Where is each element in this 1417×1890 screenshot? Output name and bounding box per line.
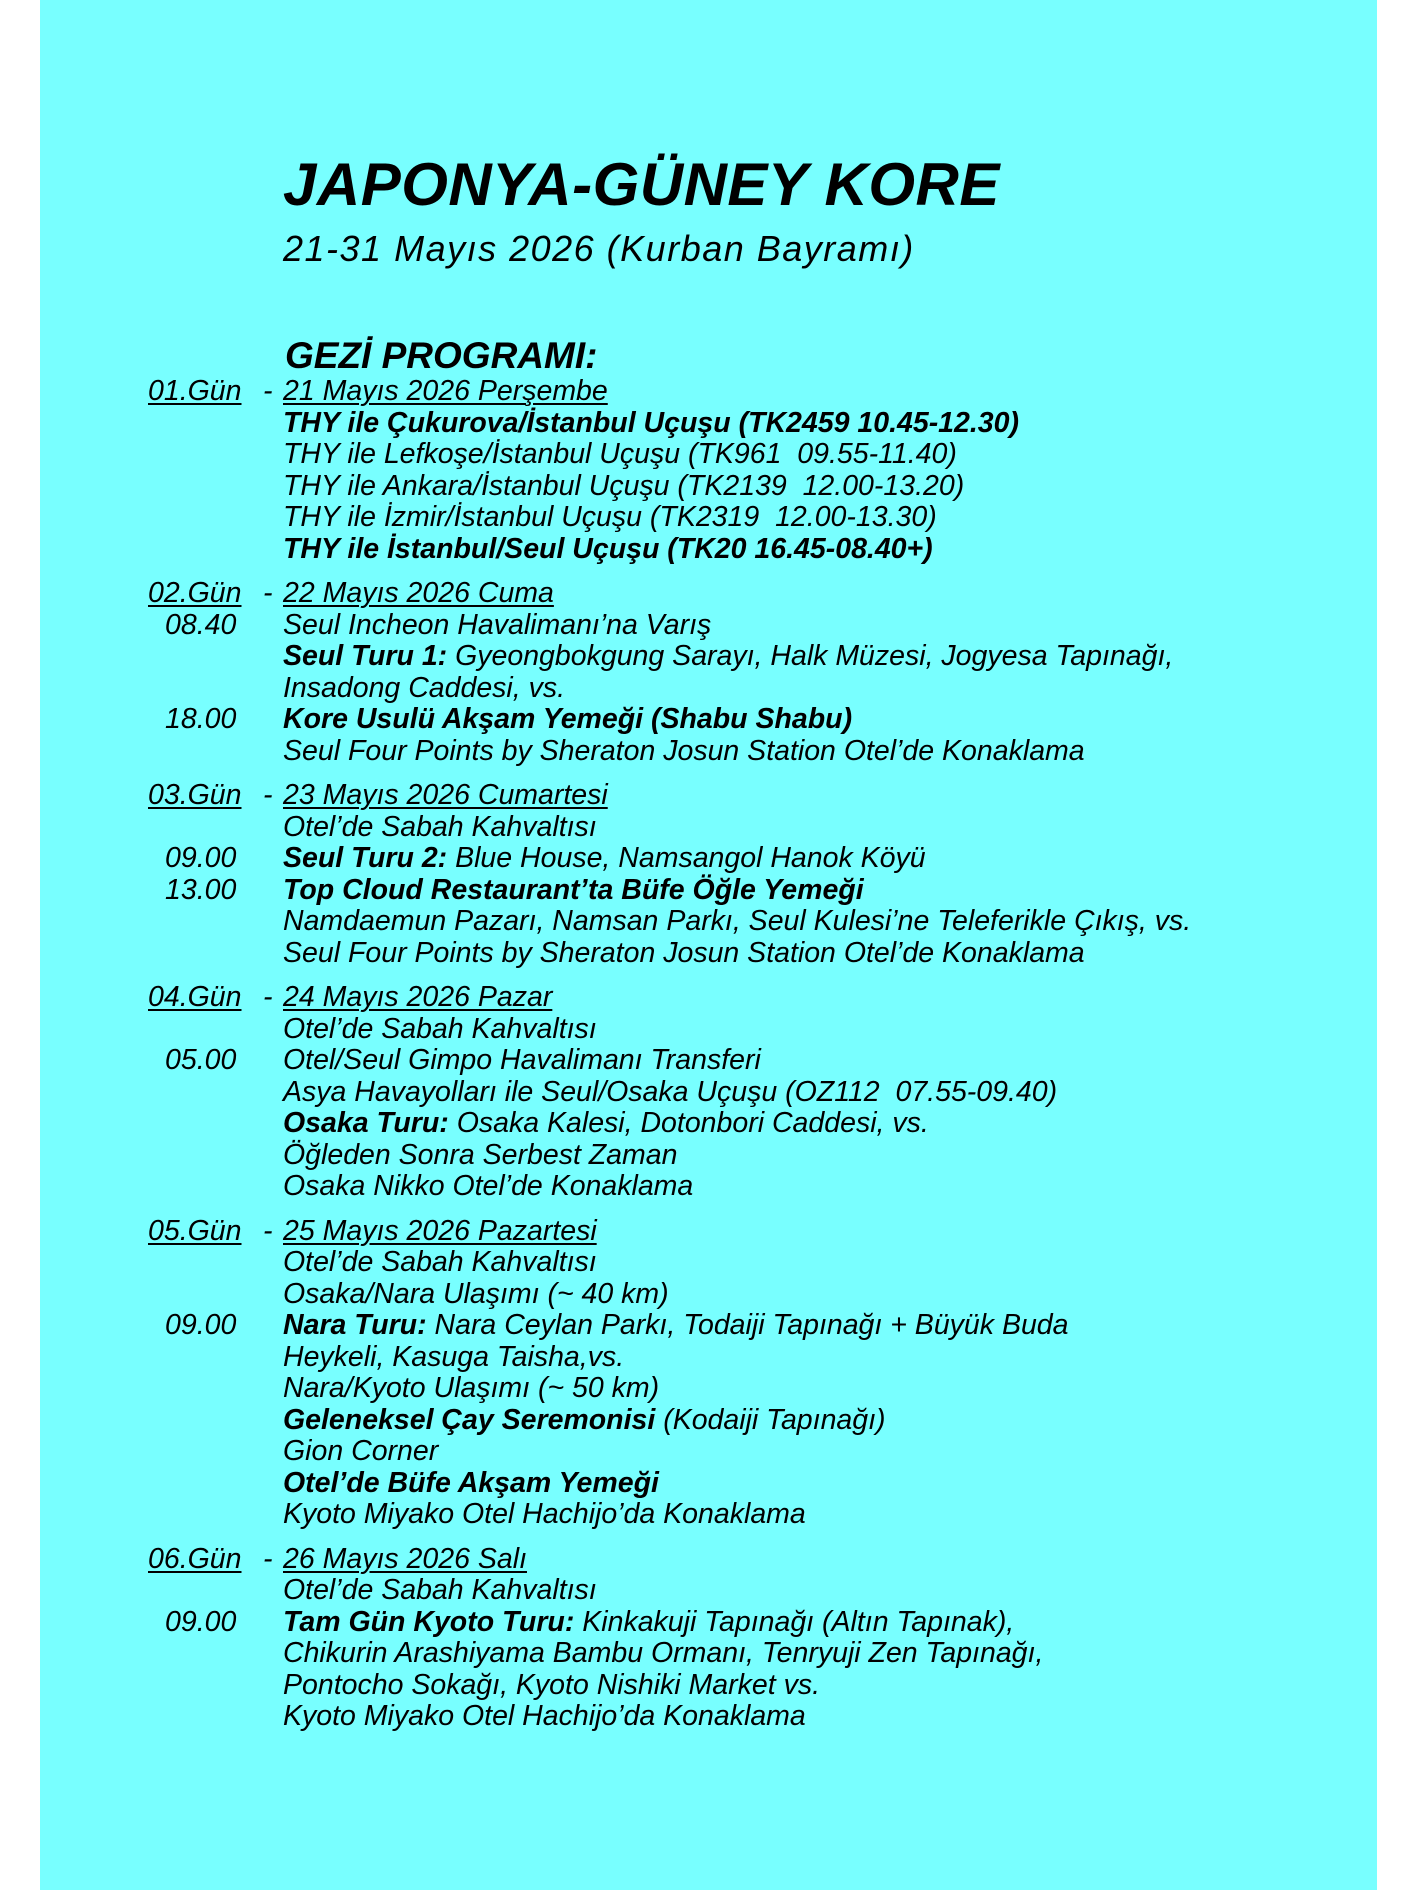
event-time: 05.00	[165, 1044, 237, 1076]
day-label: 05.Gün	[148, 1214, 242, 1247]
day-block	[0, 578, 1417, 767]
program-line	[0, 1436, 1417, 1468]
event-text: Chikurin Arashiyama Bambu Ormanı, Tenryuji Zen Tapınağı,	[283, 1637, 1044, 1669]
event-description	[283, 1171, 693, 1203]
program-line	[0, 736, 1417, 768]
event-text: THY ile İzmir/İstanbul Uçuşu (TK2319 12.00-13.30)	[283, 501, 937, 533]
program-line	[0, 1014, 1417, 1046]
day-header	[0, 1216, 1417, 1248]
event-description	[283, 439, 957, 471]
day-label: 01.Gün	[148, 375, 242, 407]
day-date: 24 Mayıs 2026 Pazar	[283, 981, 553, 1013]
day-header	[0, 578, 1417, 610]
page-title: JAPONYA-GÜNEY KORE	[283, 151, 1000, 218]
event-description	[283, 1279, 669, 1311]
day-separator: -	[263, 779, 273, 811]
program-line	[0, 1405, 1417, 1437]
event-time: 09.00	[165, 1309, 237, 1341]
event-description	[283, 1499, 806, 1531]
event-description	[283, 673, 565, 705]
program-line	[0, 1607, 1417, 1639]
event-text: Kyoto Miyako Otel Hachijo’da Konaklama	[283, 1498, 806, 1530]
program-line	[0, 673, 1417, 705]
event-text: Otel/Seul Gimpo Havalimanı Transferi	[283, 1044, 761, 1076]
day-date: 21 Mayıs 2026 Perşembe	[283, 375, 608, 407]
event-description	[283, 471, 964, 503]
event-text: Osaka Nikko Otel’de Konaklama	[283, 1170, 694, 1202]
program-line	[0, 471, 1417, 503]
event-highlight: Geleneksel Çay Seremonisi	[283, 1403, 656, 1436]
program-line	[0, 439, 1417, 471]
program-line	[0, 1108, 1417, 1140]
program-line	[0, 1701, 1417, 1733]
event-highlight: THY ile Çukurova/İstanbul Uçuşu (TK2459 10.45-12.30)	[283, 406, 1019, 439]
event-description	[283, 1670, 820, 1702]
event-text: Asya Havayolları ile Seul/Osaka Uçuşu (OZ112 07.55-09.40)	[283, 1075, 1058, 1108]
event-highlight: Seul Turu 1:	[283, 640, 448, 672]
event-highlight: Seul Turu 2:	[283, 842, 448, 874]
event-description	[283, 1468, 659, 1500]
day-separator: -	[263, 577, 273, 609]
program-line	[0, 1468, 1417, 1500]
event-description	[283, 408, 1019, 440]
program-line	[0, 534, 1417, 566]
program-line	[0, 1077, 1417, 1109]
event-highlight: Top Cloud Restaurant’ta Büfe Öğle Yemeği	[283, 873, 864, 906]
event-text: Kinkakuji Tapınağı (Altın Tapınak),	[574, 1605, 1015, 1638]
event-description	[283, 1247, 597, 1279]
program-heading: GEZİ PROGRAMI:	[285, 335, 598, 376]
event-description	[283, 502, 937, 534]
event-text: Insadong Caddesi, vs.	[283, 671, 566, 704]
event-text: Nara/Kyoto Ulaşımı (~ 50 km)	[283, 1372, 660, 1404]
event-description	[283, 534, 933, 566]
event-description	[283, 812, 597, 844]
program-line	[0, 1045, 1417, 1077]
event-time: 18.00	[165, 703, 237, 735]
event-text: THY ile Lefkoşe/İstanbul Uçuşu (TK961 09.55-11.40)	[283, 438, 957, 470]
program-line	[0, 641, 1417, 673]
event-text: Seul Four Points by Sheraton Josun Station Otel’de Konaklama	[283, 734, 1085, 767]
event-highlight: Osaka Turu:	[283, 1107, 449, 1139]
event-text: Namdaemun Pazarı, Namsan Parkı, Seul Kulesi’ne Teleferikle Çıkış, vs.	[283, 905, 1192, 937]
day-block	[0, 376, 1417, 565]
event-description	[283, 1342, 624, 1374]
event-text: Otel’de Sabah Kahvaltısı	[283, 1012, 597, 1045]
program-line	[0, 938, 1417, 970]
day-block	[0, 780, 1417, 969]
day-date: 22 Mayıs 2026 Cuma	[283, 577, 554, 609]
event-text: Nara Ceylan Parkı, Todaiji Tapınağı + Büyük Buda	[426, 1309, 1069, 1341]
program-line	[0, 1279, 1417, 1311]
day-label: 04.Gün	[148, 981, 242, 1013]
event-description	[283, 1373, 659, 1405]
event-text: Seul Incheon Havalimanı’na Varış	[283, 608, 712, 641]
event-description	[283, 704, 852, 736]
event-text: (Kodaiji Tapınağı)	[655, 1403, 886, 1436]
day-date: 23 Mayıs 2026 Cumartesi	[283, 779, 608, 811]
day-label: 06.Gün	[148, 1542, 242, 1575]
event-description	[283, 843, 926, 875]
event-description	[283, 1310, 1069, 1342]
event-description	[283, 641, 1173, 673]
event-text: Seul Four Points by Sheraton Josun Station Otel’de Konaklama	[283, 936, 1085, 969]
day-label: 03.Gün	[148, 779, 242, 811]
event-description	[283, 1436, 438, 1468]
program-line	[0, 610, 1417, 642]
day-header	[0, 1544, 1417, 1576]
day-block	[0, 982, 1417, 1203]
event-text: Otel’de Sabah Kahvaltısı	[283, 1574, 597, 1606]
event-text: THY ile Ankara/İstanbul Uçuşu (TK2139 12.00-13.20)	[283, 469, 965, 502]
event-time: 09.00	[165, 842, 237, 874]
event-description	[283, 1575, 597, 1607]
day-header	[0, 376, 1417, 408]
program-line	[0, 502, 1417, 534]
program-line	[0, 1499, 1417, 1531]
program-line	[0, 1373, 1417, 1405]
program-line	[0, 875, 1417, 907]
event-description	[283, 906, 1191, 938]
program-line	[0, 1342, 1417, 1374]
event-text: Kyoto Miyako Otel Hachijo’da Konaklama	[283, 1700, 806, 1732]
event-text: Gyeongbokgung Sarayı, Halk Müzesi, Jogyesa Tapınağı,	[447, 640, 1174, 672]
event-description	[283, 1140, 677, 1172]
event-description	[283, 1108, 929, 1140]
event-text: Heykeli, Kasuga Taisha,vs.	[283, 1340, 625, 1373]
event-description	[283, 1638, 1043, 1670]
program-line	[0, 1247, 1417, 1279]
event-description	[283, 1045, 761, 1077]
day-separator: -	[263, 1542, 273, 1575]
day-block	[0, 1544, 1417, 1733]
program-line	[0, 1171, 1417, 1203]
event-time: 13.00	[165, 873, 237, 906]
event-description	[283, 736, 1085, 768]
event-text: Otel’de Sabah Kahvaltısı	[283, 810, 597, 843]
program-line	[0, 1638, 1417, 1670]
day-header	[0, 982, 1417, 1014]
event-description	[283, 1607, 1014, 1639]
itinerary	[0, 376, 1417, 1746]
program-line	[0, 812, 1417, 844]
event-description	[283, 1701, 806, 1733]
event-description	[283, 875, 864, 907]
program-line	[0, 906, 1417, 938]
event-description	[283, 610, 711, 642]
event-text: Osaka/Nara Ulaşımı (~ 40 km)	[283, 1277, 669, 1310]
day-date: 25 Mayıs 2026 Pazartesi	[283, 1214, 597, 1247]
event-description	[283, 1405, 886, 1437]
event-description	[283, 1077, 1057, 1109]
program-line	[0, 408, 1417, 440]
day-block	[0, 1216, 1417, 1531]
event-description	[283, 1014, 597, 1046]
day-label: 02.Gün	[148, 577, 242, 609]
event-text: Öğleden Sonra Serbest Zaman	[283, 1138, 678, 1171]
page-subtitle: 21-31 Mayıs 2026 (Kurban Bayramı)	[283, 228, 915, 269]
day-header	[0, 780, 1417, 812]
program-line	[0, 1140, 1417, 1172]
event-highlight: Nara Turu:	[283, 1309, 427, 1341]
event-highlight: Otel’de Büfe Akşam Yemeği	[283, 1466, 659, 1499]
event-text: Gion Corner	[283, 1435, 439, 1467]
event-text: Otel’de Sabah Kahvaltısı	[283, 1246, 597, 1278]
event-highlight: Tam Gün Kyoto Turu:	[283, 1605, 575, 1638]
program-line	[0, 1310, 1417, 1342]
event-text: Osaka Kalesi, Dotonbori Caddesi, vs.	[448, 1107, 929, 1139]
program-line	[0, 704, 1417, 736]
event-description	[283, 938, 1085, 970]
event-time: 08.40	[165, 608, 237, 641]
event-text: Pontocho Sokağı, Kyoto Nishiki Market vs.	[283, 1668, 820, 1701]
day-separator: -	[263, 1214, 273, 1247]
event-time: 09.00	[165, 1605, 237, 1638]
event-highlight: THY ile İstanbul/Seul Uçuşu (TK20 16.45-08.40+)	[283, 532, 933, 565]
program-line	[0, 1575, 1417, 1607]
program-line	[0, 1670, 1417, 1702]
day-date: 26 Mayıs 2026 Salı	[283, 1542, 527, 1575]
program-line	[0, 843, 1417, 875]
event-highlight: Kore Usulü Akşam Yemeği (Shabu Shabu)	[283, 703, 853, 735]
event-text: Blue House, Namsangol Hanok Köyü	[447, 842, 926, 874]
day-separator: -	[263, 375, 273, 407]
day-separator: -	[263, 981, 273, 1013]
